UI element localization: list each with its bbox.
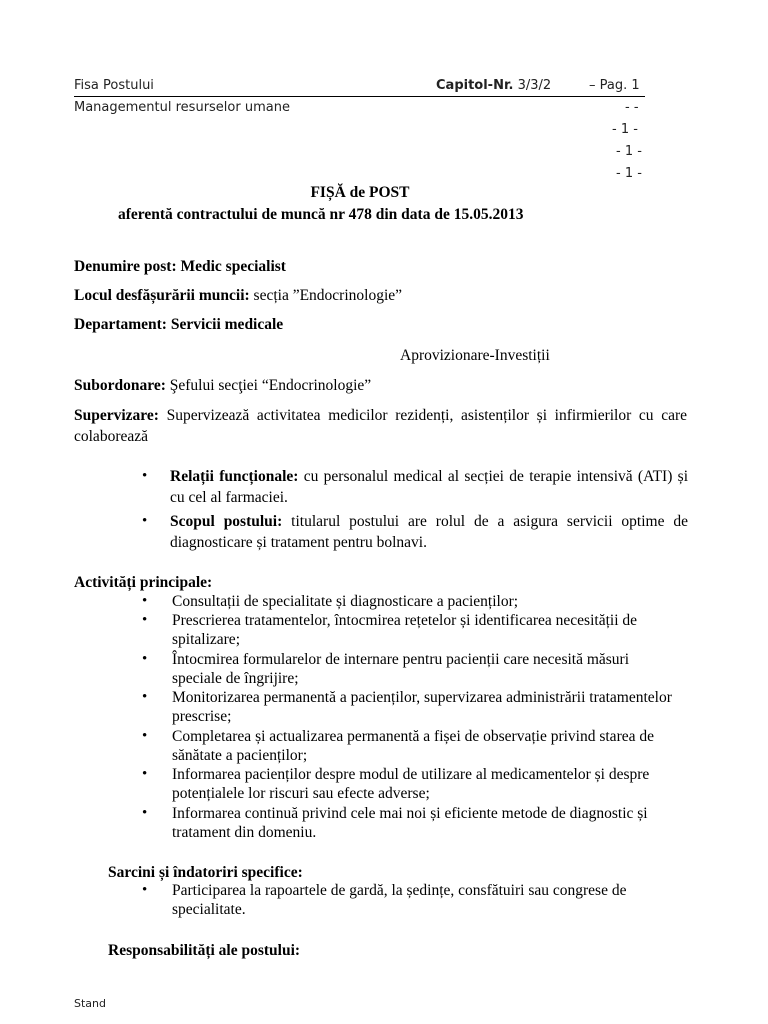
document-subtitle: aferentă contractului de muncă nr 478 din data de 15.05.2013 <box>118 206 524 223</box>
bullet-icon: • <box>142 612 148 628</box>
activity-item: Informarea pacienților despre modul de utilizare al medicamentelor și despre potențialele lor riscuri sau efecte adverse; <box>172 766 650 802</box>
work-location-label: Locul desfășurării muncii: <box>74 287 250 304</box>
page-mark: - 1 - <box>612 122 638 137</box>
task-item: Participarea la rapoartele de gardă, la ședințe, consfătuiri sau congrese de specialitate. <box>172 882 627 918</box>
bullet-icon: • <box>142 513 148 529</box>
activity-item: Prescrierea tratamentelor, întocmirea rețetelor și identificarea necesității de spitalizare; <box>172 612 637 648</box>
bullet-icon: • <box>142 468 148 484</box>
work-location-value: secția ”Endocrinologie” <box>249 287 403 304</box>
activity-item: Informarea continuă privind cele mai noi și eficiente metode de diagnostic și tratament din domeniu. <box>172 805 648 841</box>
activities-title: Activități principale: <box>74 574 213 591</box>
relations-item-label: Relații funcționale: <box>170 468 299 485</box>
header-left-subtitle: Managementul resurselor umane <box>74 100 290 115</box>
department-extra: Aprovizionare-Investiții <box>400 347 550 364</box>
subordination-label: Subordonare: <box>74 377 166 394</box>
work-location <box>74 285 402 306</box>
responsibilities-title: Responsabilități ale postului: <box>108 942 301 959</box>
header-page: – Pag. 1 <box>589 78 640 93</box>
bullet-icon: • <box>142 766 148 782</box>
activity-item: Întocmirea formularelor de internare pentru pacienții care necesită măsuri speciale de îngrijire; <box>172 651 630 687</box>
supervision-label: Supervizare: <box>74 407 159 424</box>
bullet-icon: • <box>142 651 148 667</box>
activity-item: Consultații de specialitate și diagnosticare a pacienților; <box>172 593 519 610</box>
page-mark: - 1 - <box>616 144 642 159</box>
bullet-icon: • <box>142 882 148 898</box>
supervision <box>74 405 687 447</box>
subordination <box>74 375 371 396</box>
document-title: FIȘĂ de POST <box>310 184 410 201</box>
header-left-title: Fisa Postului <box>74 78 154 93</box>
chapter-label: Capitol-Nr. <box>436 78 514 93</box>
bullet-icon: • <box>142 805 148 821</box>
bullet-icon: • <box>142 689 148 705</box>
activity-item: Completarea și actualizarea permanentă a fișei de observație privind starea de sănătate a pacienților; <box>172 728 654 764</box>
relations-item-label: Scopul postului: <box>170 513 283 530</box>
header-rule <box>74 96 645 97</box>
bullet-icon: • <box>142 593 148 609</box>
department: Departament: Servicii medicale <box>74 316 284 333</box>
relations-item <box>170 466 688 508</box>
relations-item-text: cu personalul medical al secției de terapie intensivă (ATI) și cu cel al farmaciei. <box>170 468 688 506</box>
chapter-value: 3/3/2 <box>517 78 552 93</box>
header-dashes: - - <box>625 100 639 115</box>
tasks-title: Sarcini și îndatoriri specifice: <box>108 864 303 881</box>
header-chapter <box>436 78 551 94</box>
page-mark: - 1 - <box>616 166 642 181</box>
relations-item <box>170 511 688 553</box>
bullet-icon: • <box>142 728 148 744</box>
footer-text: Stand <box>74 997 106 1010</box>
post-name: Denumire post: Medic specialist <box>74 258 286 275</box>
activity-item: Monitorizarea permanentă a pacienților, supervizarea administrării tratamentelor prescrise; <box>172 689 672 725</box>
supervision-value: Supervizează activitatea medicilor rezidenți, asistenților și infirmierilor cu care colaborează <box>74 407 687 445</box>
relations-item-text: titularul postului are rolul de a asigura servicii optime de diagnosticare și tratament pentru bolnavi. <box>170 513 688 551</box>
subordination-value: Şefului secţiei “Endocrinologie” <box>165 377 372 394</box>
